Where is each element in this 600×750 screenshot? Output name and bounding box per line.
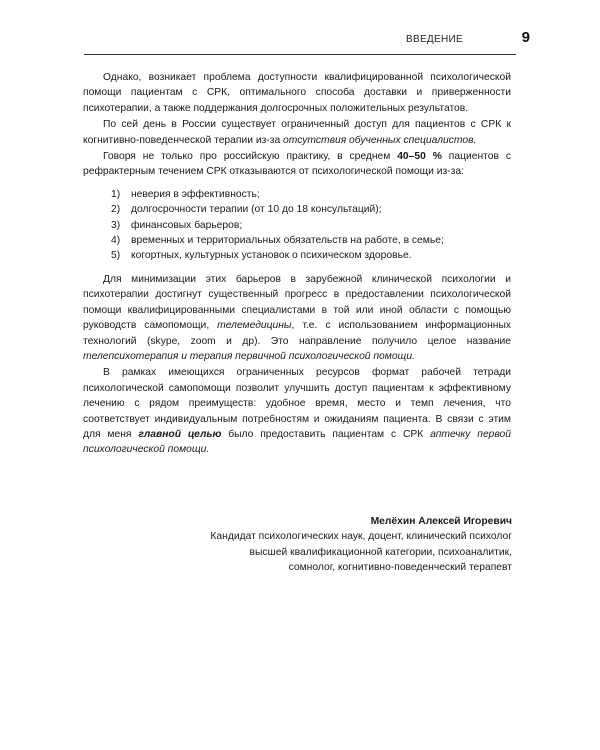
list-item	[111, 187, 511, 202]
list-item-number: 1)	[111, 188, 121, 200]
list-item-number: 5)	[111, 250, 121, 262]
list-item-text: временных и территориальных обязательств на работе, в семье;	[131, 235, 444, 247]
paragraph-5-text-start: В рамках имеющихся ограниченных ресурсов формат рабочей тетради психологической самопомощи позволит улучшить доступ пациентам к эффективному лечению с рядом преимуществ: удобное время, место и темп лечения, что соответствует индивидуальным потребностям и ожиданиям пациента. В связи с этим для меня	[83, 367, 511, 440]
paragraph-1-text: Однако, возникает проблема доступности квалифицированной психологической помощи пациентам с СРК, оптимального способа доставки и приверженности психотерапии, а также поддержания долгосрочных положительных результатов.	[83, 72, 511, 114]
paragraph-4-text-mid: , т.е. с использованием информационных технологий (skype, zoom и др). Это направление получило целое название	[83, 320, 511, 347]
list-item-text: финансовых барьеров;	[131, 219, 243, 231]
paragraph-2-italic: отсутствия обученных специалистов.	[283, 134, 477, 146]
author-credentials-line-2: высшей квалификационной категории, психоаналитик,	[249, 546, 512, 558]
paragraph-3-text-end: пациентов с рефрактерным течением СРК отказываются от психологической помощи из-за:	[83, 151, 511, 178]
list-item	[111, 202, 511, 217]
header-rule	[84, 54, 516, 55]
barriers-list	[111, 187, 511, 264]
list-item-number: 2)	[111, 204, 121, 216]
paragraph-4-italic-2: телепсихотерапия и терапия первичной психологической помощи.	[83, 350, 415, 362]
paragraph-3-bold: 40–50 %	[397, 151, 442, 163]
list-item-text: когортных, культурных установок о психическом здоровье.	[131, 250, 412, 262]
author-credentials-line-3: сомнолог, когнитивно-поведенческий терапевт	[288, 562, 512, 574]
list-item	[111, 218, 511, 233]
running-header	[404, 27, 530, 53]
chapter-title: ВВЕДЕНИЕ	[406, 34, 463, 45]
paragraph-5-bold-italic: главной целью	[138, 428, 222, 440]
paragraph-1	[83, 70, 511, 116]
list-item-text: неверия в эффективность;	[131, 188, 260, 200]
body-text	[83, 70, 511, 458]
author-signature	[210, 514, 512, 576]
list-item	[111, 233, 511, 248]
paragraph-5-text-mid: было предоставить пациентам с СРК	[221, 428, 431, 440]
list-item-number: 3)	[111, 219, 121, 231]
paragraph-2	[83, 117, 511, 148]
paragraph-4-italic-1: телемедицины	[217, 320, 292, 332]
paragraph-4	[83, 272, 511, 364]
list-item-text: долгосрочности терапии (от 10 до 18 консультаций);	[131, 204, 382, 216]
paragraph-5	[83, 365, 511, 457]
author-credentials-line-1: Кандидат психологических наук, доцент, клинический психолог	[210, 531, 512, 543]
paragraph-3-text-start: Говоря не только про российскую практику, в среднем	[103, 151, 398, 163]
paragraph-4-text-start: Для минимизации этих барьеров в зарубежной клинической психологии и психотерапии достигнут существенный прогресс в предоставлении психологической помощи квалифицированными специалистами в той или иной области с помощью руководств самопомощи,	[83, 273, 511, 332]
list-item-number: 4)	[111, 235, 121, 247]
author-name: Мелёхин Алексей Игоревич	[370, 516, 512, 527]
list-item	[111, 248, 511, 263]
paragraph-5-italic: аптечку первой психологической помощи.	[83, 428, 511, 456]
page-number: 9	[521, 29, 530, 46]
paragraph-2-text: По сей день в России существует ограниченный доступ для пациентов с СРК к когнитивно-поведенческой терапии из-за	[83, 119, 511, 146]
paragraph-3	[83, 149, 511, 180]
